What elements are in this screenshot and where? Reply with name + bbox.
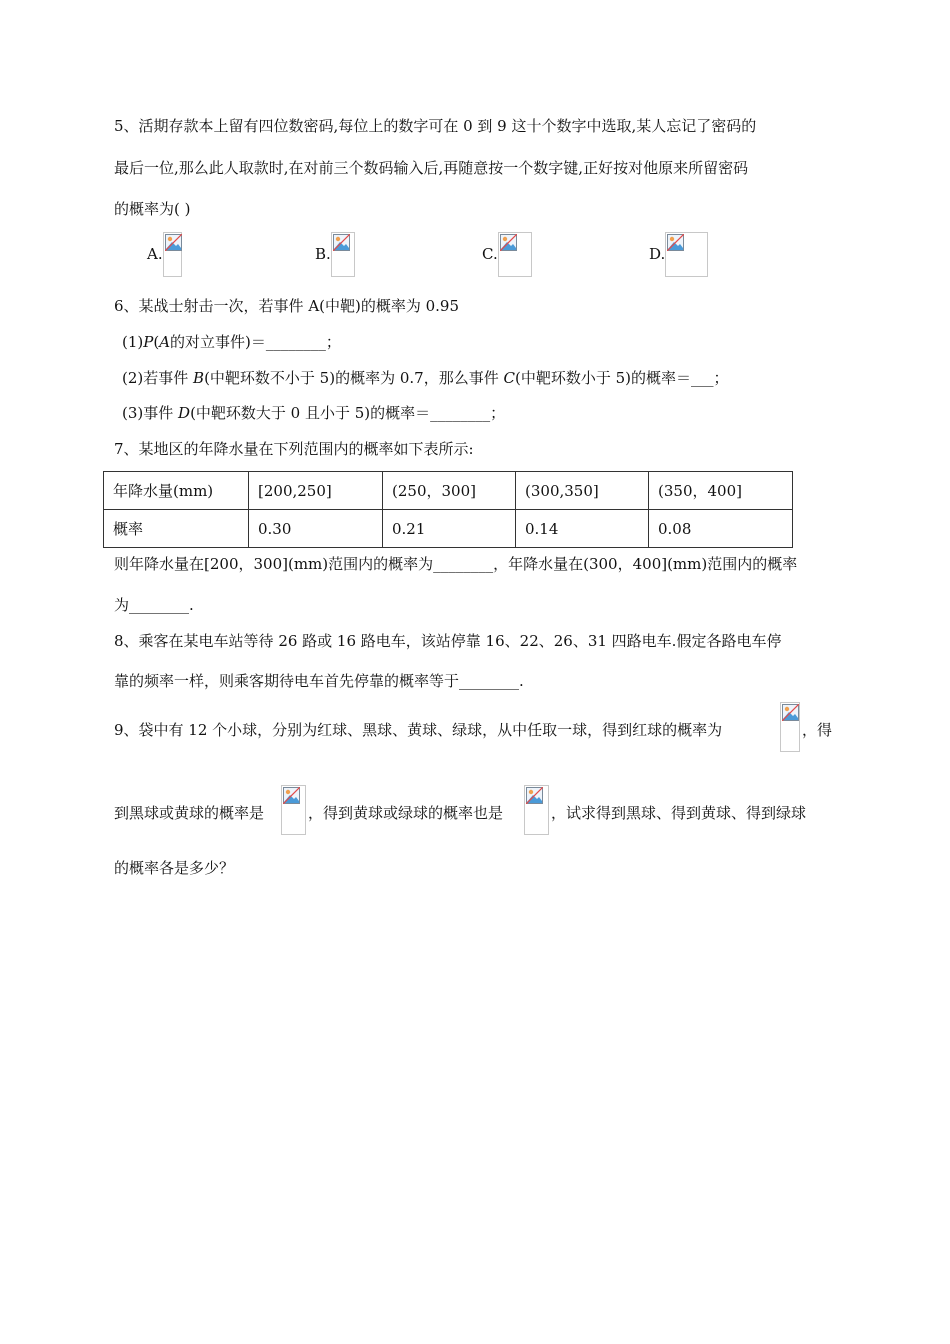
broken-image-icon <box>331 232 355 277</box>
option-a-label: A. <box>147 245 163 263</box>
table-row <box>104 510 793 548</box>
q7-after-2: 为________. <box>114 596 194 614</box>
table-cell: 0.30 <box>249 510 383 548</box>
q8-line-2: 靠的频率一样，则乘客期待电车首先停靠的概率等于________. <box>114 672 524 690</box>
table-cell: 概率 <box>104 510 249 548</box>
q7-stem: 7、某地区的年降水量在下列范围内的概率如下表所示: <box>114 440 474 458</box>
q9-line-3: 的概率各是多少？ <box>114 859 235 877</box>
q8-line-1: 8、乘客在某电车站等待 26 路或 16 路电车，该站停靠 16、22、26、31 四路电车.假定各路电车停 <box>114 632 782 650</box>
q5-line-3: 的概率为( ) <box>114 200 191 218</box>
q5-line-2: 最后一位,那么此人取款时,在对前三个数码输入后,再随意按一个数字键,正好按对他原来所留密码 <box>114 159 749 177</box>
q6-part-1: (1)P(A的对立事件)＝________； <box>122 333 341 351</box>
option-d-label: D. <box>649 245 666 263</box>
q5-line-1: 5、活期存款本上留有四位数密码,每位上的数字可在 0 到 9 这十个数字中选取,某人忘记了密码的 <box>114 117 757 135</box>
broken-image-icon <box>498 232 532 277</box>
broken-image-icon <box>665 232 708 277</box>
table-cell: 0.14 <box>516 510 649 548</box>
option-b-label: B. <box>315 245 331 263</box>
q6-part-3: (3)事件 D(中靶环数大于 0 且小于 5)的概率＝________； <box>122 404 506 422</box>
rainfall-probability-table <box>103 471 793 548</box>
q7-after-1: 则年降水量在[200，300](mm)范围内的概率为________，年降水量在(300，400](mm)范围内的概率 <box>114 555 798 573</box>
table-cell: (350，400] <box>649 472 793 510</box>
table-row <box>104 472 793 510</box>
table-cell: 年降水量(mm) <box>104 472 249 510</box>
broken-image-icon <box>524 785 549 835</box>
q9-line-1: 9、袋中有 12 个小球，分别为红球、黑球、黄球、绿球，从中任取一球，得到红球的概率为 <box>114 721 723 739</box>
q9-line-2c: ，试求得到黑球、得到黄球、得到绿球 <box>551 804 807 822</box>
q9-line-2b: ，得到黄球或绿球的概率也是 <box>308 804 504 822</box>
broken-image-icon <box>780 702 800 752</box>
broken-image-icon <box>163 232 182 277</box>
table-cell: 0.21 <box>383 510 516 548</box>
table-cell: (250，300] <box>383 472 516 510</box>
table-cell: [200,250] <box>249 472 383 510</box>
q6-stem: 6、某战士射击一次，若事件 A(中靶)的概率为 0.95 <box>114 297 460 315</box>
q9-line-2a: 到黑球或黄球的概率是 <box>114 804 265 822</box>
q9-line-1-end: ，得 <box>802 721 833 739</box>
broken-image-icon <box>281 785 306 835</box>
option-c-label: C. <box>482 245 498 263</box>
table-cell: 0.08 <box>649 510 793 548</box>
table-cell: (300,350] <box>516 472 649 510</box>
q6-part-2: (2)若事件 B(中靶环数不小于 5)的概率为 0.7，那么事件 C(中靶环数小于 5)的概率＝___； <box>122 369 729 387</box>
